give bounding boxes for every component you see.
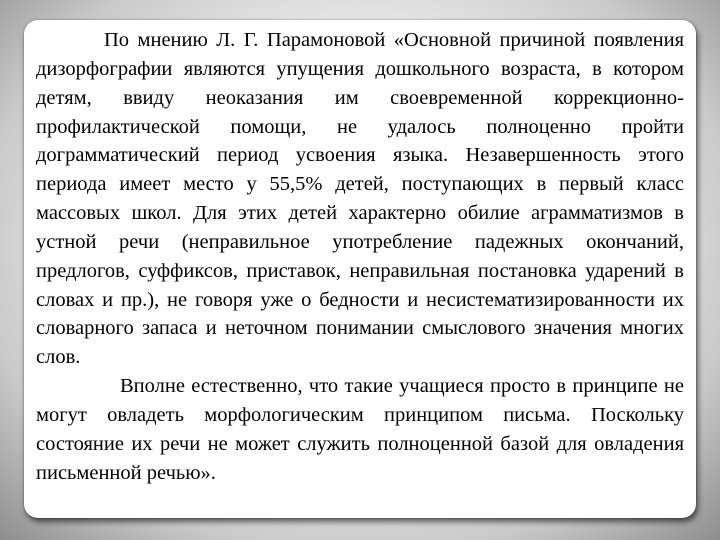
paragraph-2: Вполне естественно, что такие учащиеся просто в принципе не могут овладеть морфологическим принципом письма. Поскольку состояние их речи не может служить полноценной базой для овладения письменной речью». <box>36 375 684 484</box>
slide-text-card <box>24 20 696 518</box>
paragraph-1: По мнению Л. Г. Парамоновой «Основной причиной появления дизорфографии являются упущения дошкольного возраста, в котором детям, ввиду неоказания им своевременной коррекционно-профилактической помощи, не удалось полноценно пройти дограмматический период усвоения языка. Незавершенность этого периода имеет место у 55,5% детей, поступающих в первый класс массовых школ. Для этих детей характерно обилие аграмматизмов в устной речи (неправильное употребление падежных окончаний, предлогов, суффиксов, приставок, неправильная постановка ударений в словах и пр.), не говоря уже о бедности и несистематизированности их словарного запаса и неточном понимании смыслового значения многих слов. <box>36 29 684 369</box>
